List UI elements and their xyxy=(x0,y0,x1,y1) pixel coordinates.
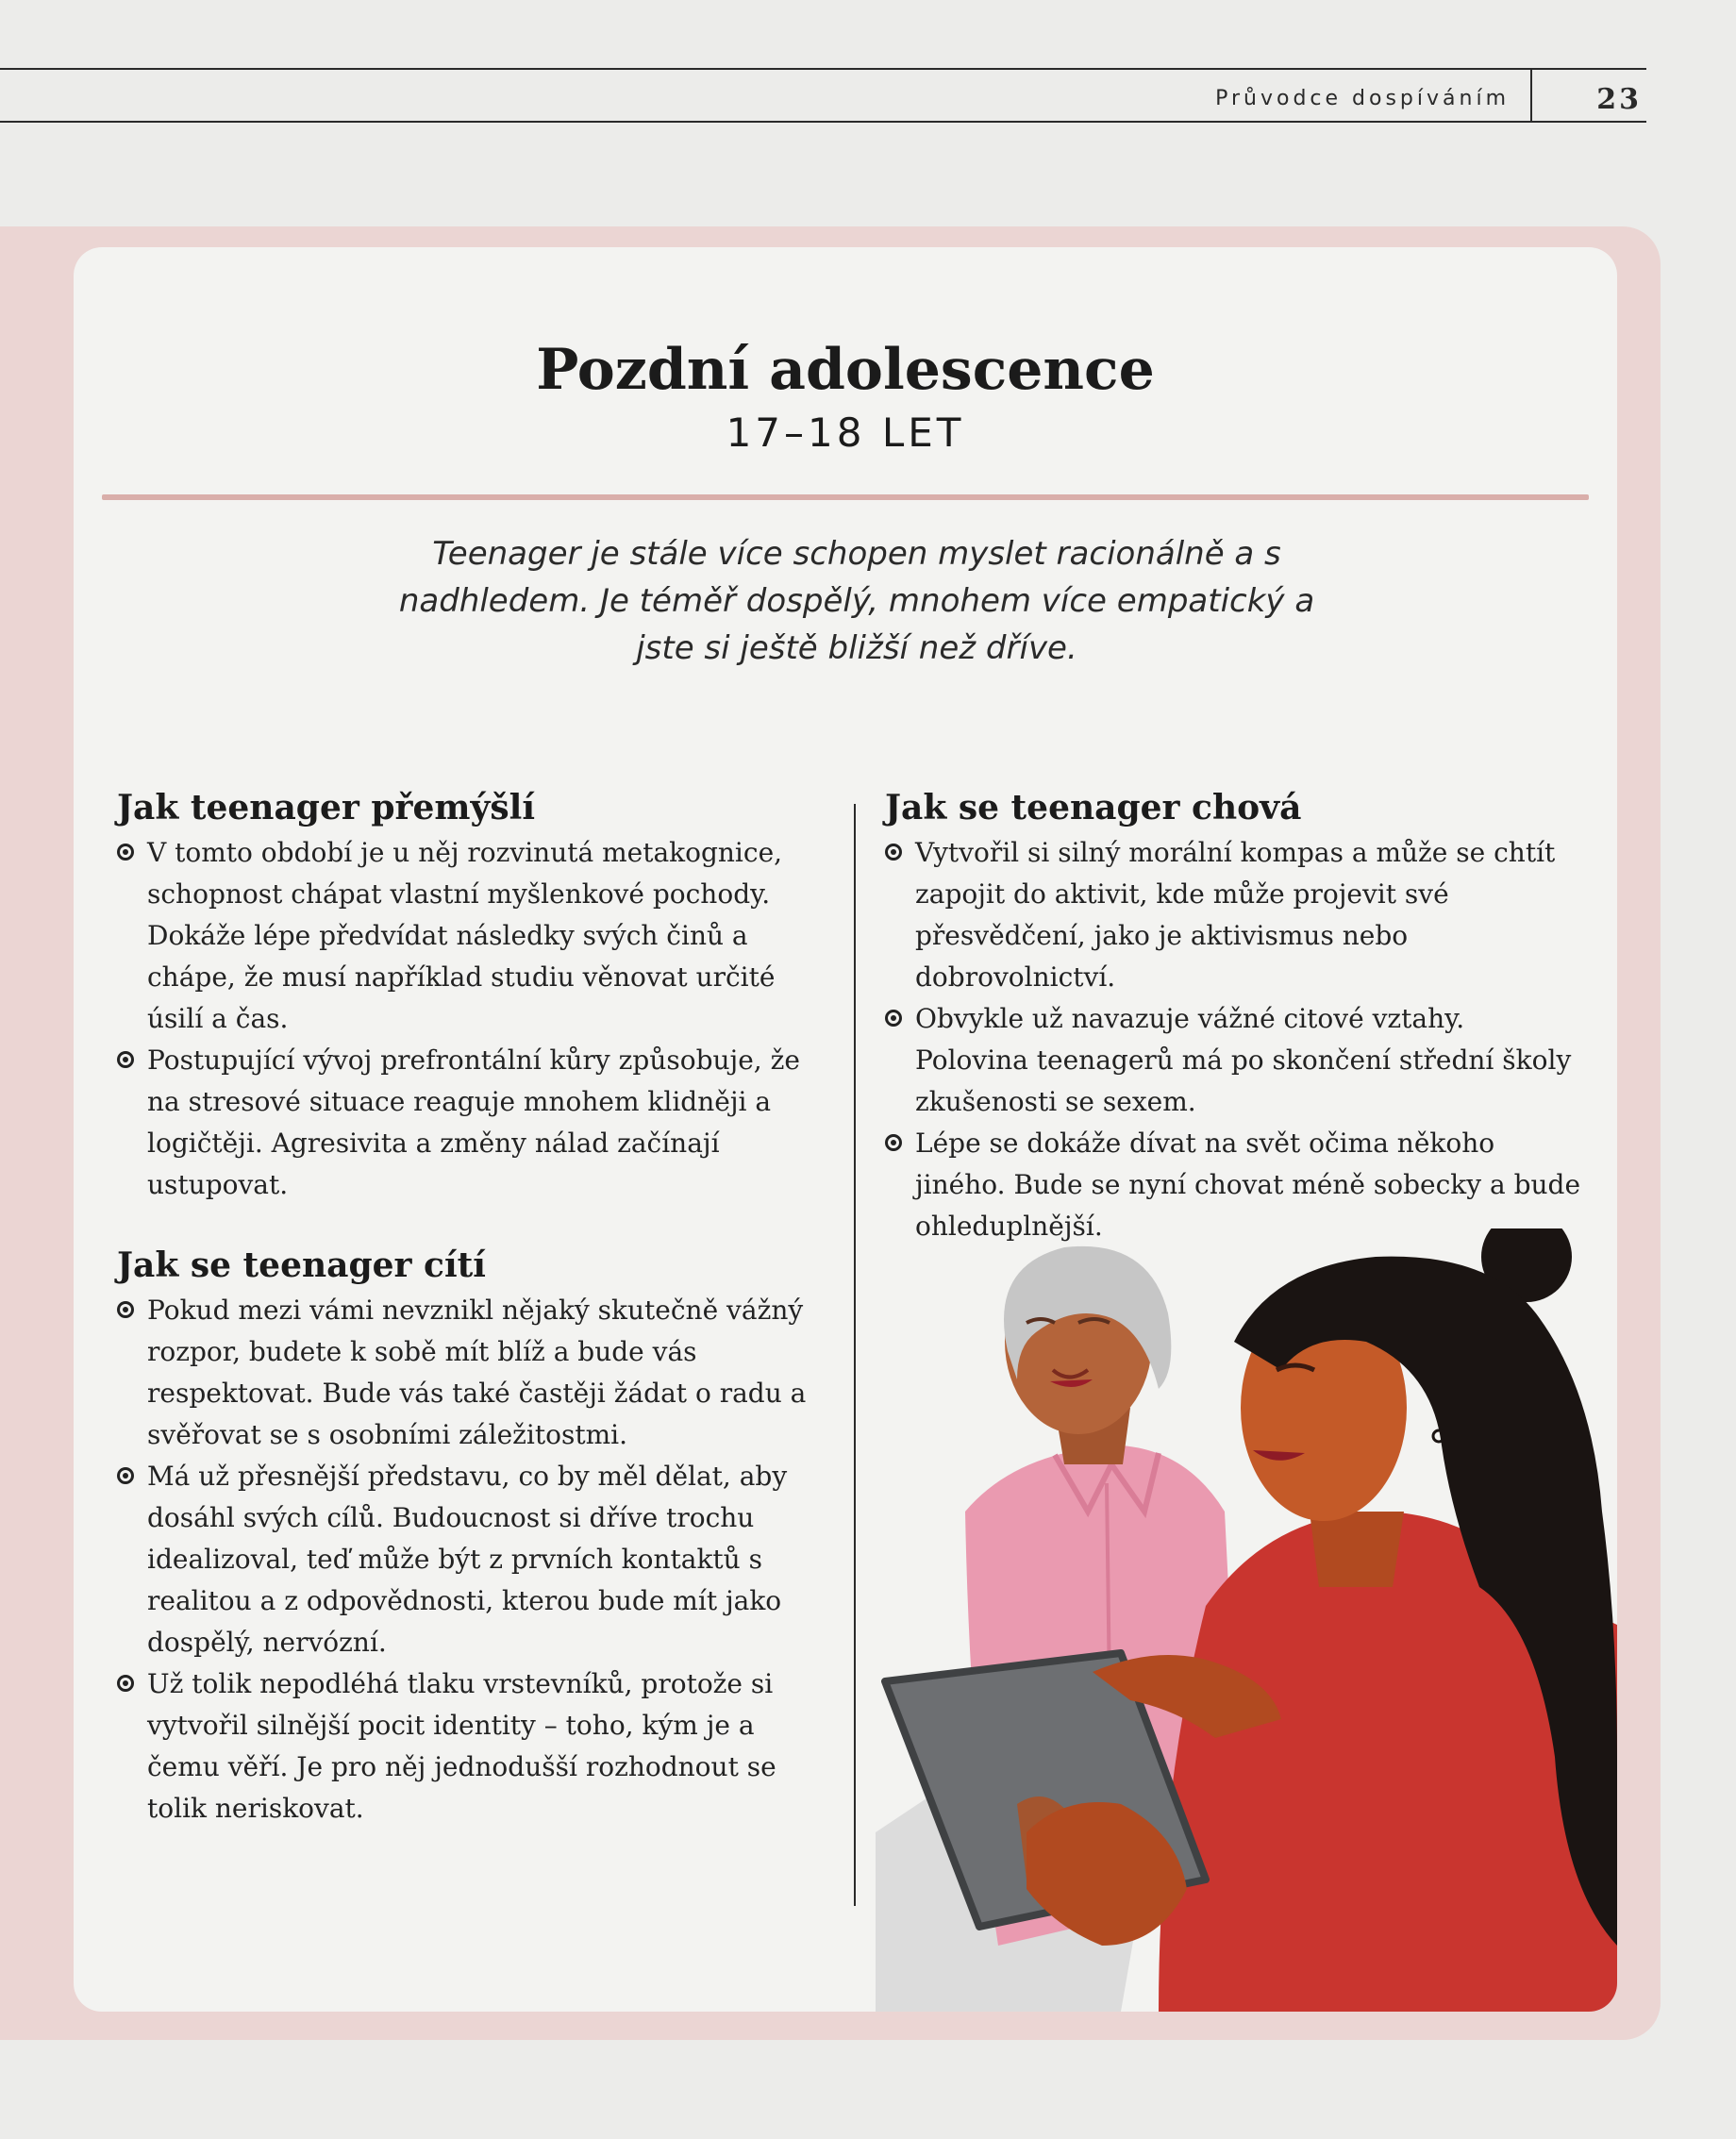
bullet-icon xyxy=(885,1134,902,1151)
section-heading-feels: Jak se teenager cítí xyxy=(117,1245,486,1285)
title-divider xyxy=(102,494,1589,500)
bullet-text: Obvykle už navazuje vážné citové vztahy. Polovina teenagerů má po skončení střední školy zkušenosti se sexem. xyxy=(915,1003,1572,1117)
bullet-icon xyxy=(885,844,902,861)
bullet-text: Postupující vývoj prefrontální kůry způsobuje, že na stresové situace reaguje mnohem klidněji a logičtěji. Agresivita a změny nálad začínají ustupovat. xyxy=(147,1044,800,1200)
bullet-item xyxy=(885,998,1583,1123)
header-rule-bottom xyxy=(0,121,1646,123)
bullet-item xyxy=(117,832,834,1040)
age-subtitle: 17–18 LET xyxy=(726,409,965,456)
page-title: Pozdní adolescence xyxy=(536,337,1155,403)
section-thinks xyxy=(117,785,834,1206)
section-behaves xyxy=(885,785,1583,1247)
bullet-item xyxy=(117,1040,834,1206)
content-card xyxy=(74,247,1617,2012)
header-rule-top xyxy=(0,68,1646,70)
bullet-list-thinks xyxy=(117,832,834,1206)
bullet-icon xyxy=(117,1467,134,1484)
bullet-icon xyxy=(117,1675,134,1692)
bullet-item xyxy=(885,832,1583,998)
teenager-neck xyxy=(1310,1512,1404,1587)
bullet-icon xyxy=(117,1051,134,1068)
column-divider xyxy=(854,804,856,1906)
section-heading-behaves: Jak se teenager chová xyxy=(885,788,1302,827)
bullet-item xyxy=(117,1663,834,1830)
bullet-text: Už tolik nepodléhá tlaku vrstevníků, protože si vytvořil silnější pocit identity – toho, kým je a čemu věří. Je pro něj jednodušší rozhodnout se tolik neriskovat. xyxy=(147,1668,776,1824)
section-feels xyxy=(117,1243,834,1830)
running-title: Průvodce dospíváním xyxy=(1215,87,1510,110)
section-heading-thinks: Jak teenager přemýšlí xyxy=(117,788,536,827)
bullet-text: Má už přesnější představu, co by měl dělat, aby dosáhl svých cílů. Budoucnost si dříve trochu idealizoval, teď může být z prvních kontaktů s realitou a z odpovědnosti, kterou bude mít jako dospělý, nervózní. xyxy=(147,1461,788,1658)
illustration-mother-daughter-tablet xyxy=(876,1228,1617,2012)
bullet-text: Pokud mezi vámi nevznikl nějaký skutečně vážný rozpor, budete k sobě mít blíž a bude vás respektovat. Bude vás také častěji žádat o radu a svěřovat se s osobními záležitostmi. xyxy=(147,1295,807,1450)
bullet-text: Vytvořil si silný morální kompas a může se chtít zapojit do aktivit, kde může projevit své přesvědčení, jako je aktivismus nebo dobrovolnictví. xyxy=(915,837,1556,993)
header-separator xyxy=(1530,70,1532,123)
bullet-icon xyxy=(117,844,134,861)
bullet-text: V tomto období je u něj rozvinutá metakognice, schopnost chápat vlastní myšlenkové pochody. Dokáže lépe předvídat následky svých činů a chápe, že musí například studiu věnovat určité úsilí a čas. xyxy=(147,837,783,1034)
bullet-list-feels xyxy=(117,1290,834,1830)
intro-text: Teenager je stále více schopen myslet racionálně a s nadhledem. Je téměř dospělý, mnohem více empatický a jste si ještě bližší než dříve. xyxy=(398,535,1315,667)
page-number: 23 xyxy=(1596,83,1642,116)
bullet-icon xyxy=(117,1301,134,1318)
bullet-list-behaves xyxy=(885,832,1583,1247)
bullet-text: Lépe se dokáže dívat na svět očima někoho jiného. Bude se nyní chovat méně sobecky a bude ohleduplnější. xyxy=(915,1128,1581,1242)
bullet-item xyxy=(117,1456,834,1663)
bullet-item xyxy=(117,1290,834,1456)
bullet-icon xyxy=(885,1010,902,1027)
